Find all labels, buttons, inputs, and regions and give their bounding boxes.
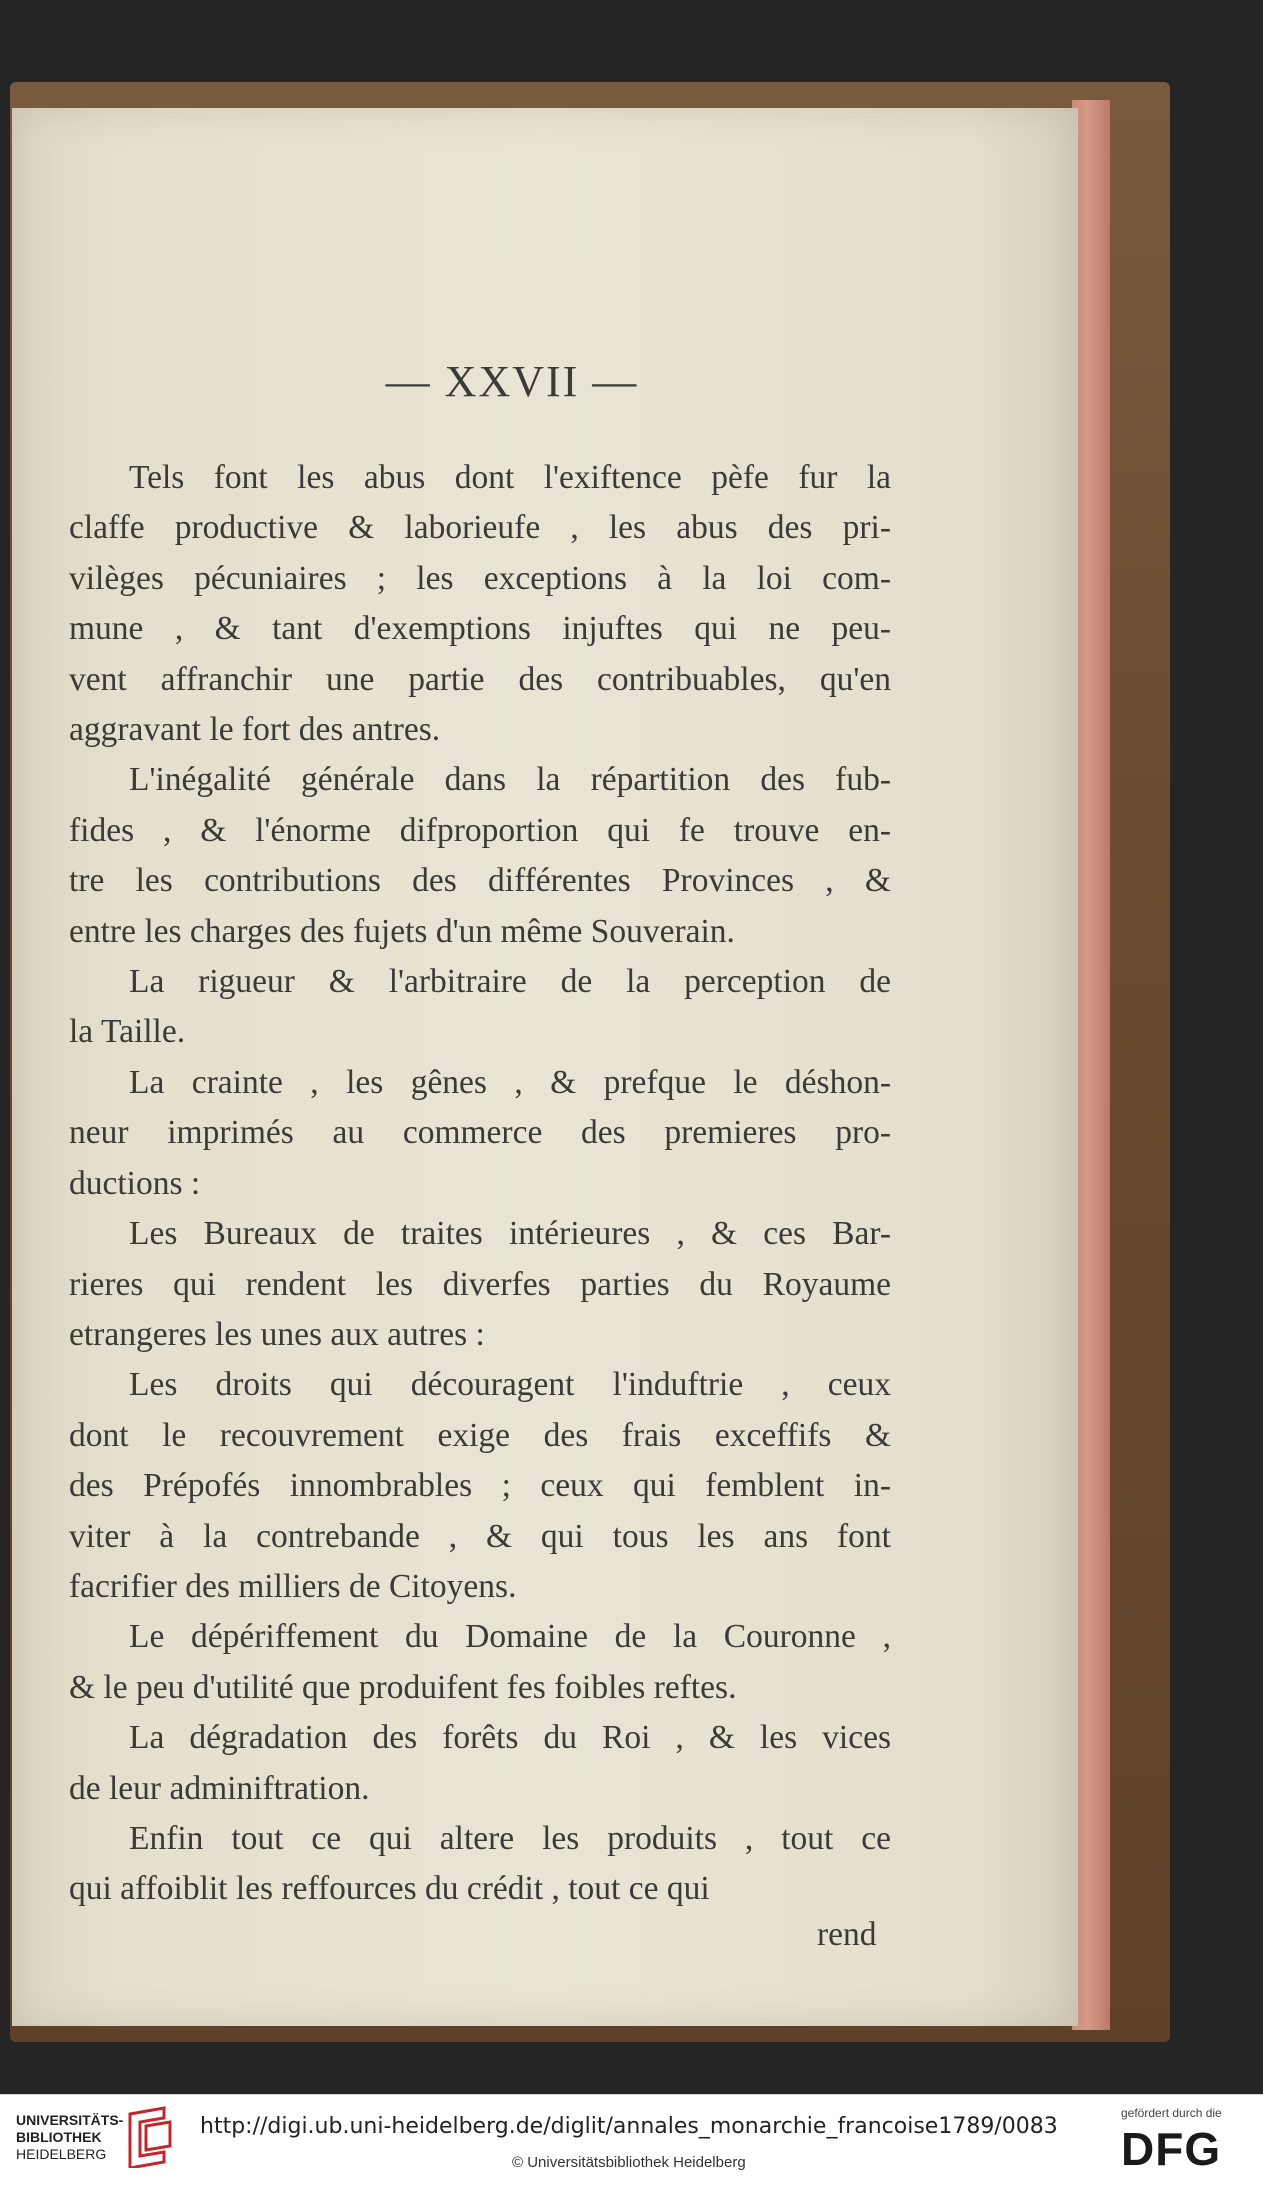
page-header: — XXVII — [385, 357, 639, 406]
page-body [69, 453, 891, 1915]
text-line: des Prépofés innombrables ; ceux qui femblent in- [69, 1467, 891, 1505]
paragraph [69, 1058, 891, 1209]
text-line: Enfin tout ce qui altere les produits , tout ce [129, 1819, 891, 1857]
book-page [12, 108, 1078, 2026]
library-logo-icon[interactable] [124, 2106, 176, 2168]
text-line: claffe productive & laborieufe , les abus des pri- [69, 509, 891, 547]
paragraph [69, 1360, 891, 1612]
text-line: tre les contributions des différentes Provinces , & [69, 862, 891, 900]
text-line: ductions : [69, 1164, 201, 1202]
funder-label: gefördert durch die [1121, 2106, 1222, 2120]
copyright-notice: © Universitätsbibliothek Heidelberg [512, 2154, 746, 2171]
paragraph [69, 453, 891, 755]
text-line: La rigueur & l'arbitraire de la perception de [129, 963, 891, 1001]
text-line: vent affranchir une partie des contribuables, qu'en [69, 660, 891, 698]
document-url-link[interactable]: http://digi.ub.uni-heidelberg.de/diglit/annales_monarchie_francoise1789/0083 [200, 2114, 1058, 2139]
text-line: rieres qui rendent les diverfes parties du Royaume [69, 1265, 891, 1303]
library-name-line1: UNIVERSITÄTS- [16, 2112, 124, 2128]
text-line: aggravant le fort des antres. [69, 711, 441, 749]
paragraph [69, 1209, 891, 1360]
library-logo-text[interactable] [16, 2112, 136, 2163]
paragraph [69, 1713, 891, 1814]
dfg-logo[interactable]: DFG [1121, 2123, 1222, 2175]
text-line: mune , & tant d'exemptions injuftes qui ne peu- [69, 610, 891, 648]
text-line: Tels font les abus dont l'exiftence pèfe fur la [129, 459, 891, 496]
paragraph [69, 1612, 891, 1713]
library-name-line3: HEIDELBERG [16, 2146, 107, 2162]
text-line: etrangeres les unes aux autres : [69, 1315, 485, 1353]
text-line: neur imprimés au commerce des premieres pro- [69, 1114, 891, 1152]
text-line: vilèges pécuniaires ; les exceptions à la loi com- [69, 559, 891, 597]
text-line: & le peu d'utilité que produifent fes foibles reftes. [69, 1668, 737, 1706]
text-line: qui affoiblit les reffources du crédit , tout ce qui [69, 1870, 710, 1908]
text-line: L'inégalité générale dans la répartition des fub- [129, 761, 891, 799]
library-name-line2: BIBLIOTHEK [16, 2129, 102, 2145]
text-line: La dégradation des forêts du Roi , & les vices [129, 1719, 891, 1757]
text-line: la Taille. [69, 1013, 186, 1051]
text-line: de leur adminiftration. [69, 1769, 370, 1807]
viewer-footer [0, 2094, 1263, 2185]
text-line: La crainte , les gênes , & prefque le déshon- [129, 1063, 891, 1101]
text-line: Le dépériffement du Domaine de la Couronne , [129, 1618, 891, 1656]
text-line: Les droits qui découragent l'induftrie , ceux [129, 1366, 891, 1404]
text-line: entre les charges des fujets d'un même Souverain. [69, 912, 735, 950]
text-line: dont le recouvrement exige des frais exceffifs & [69, 1416, 891, 1454]
paragraph [69, 957, 891, 1058]
paragraph [69, 755, 891, 957]
catchword: rend [817, 1916, 877, 1953]
text-line: fides , & l'énorme difproportion qui fe trouve en- [69, 811, 891, 849]
text-line: Les Bureaux de traites intérieures , & ces Bar- [129, 1215, 891, 1253]
text-line: facrifier des milliers de Citoyens. [69, 1567, 517, 1605]
text-line: viter à la contrebande , & qui tous les ans font [69, 1517, 891, 1555]
paragraph [69, 1814, 891, 1915]
